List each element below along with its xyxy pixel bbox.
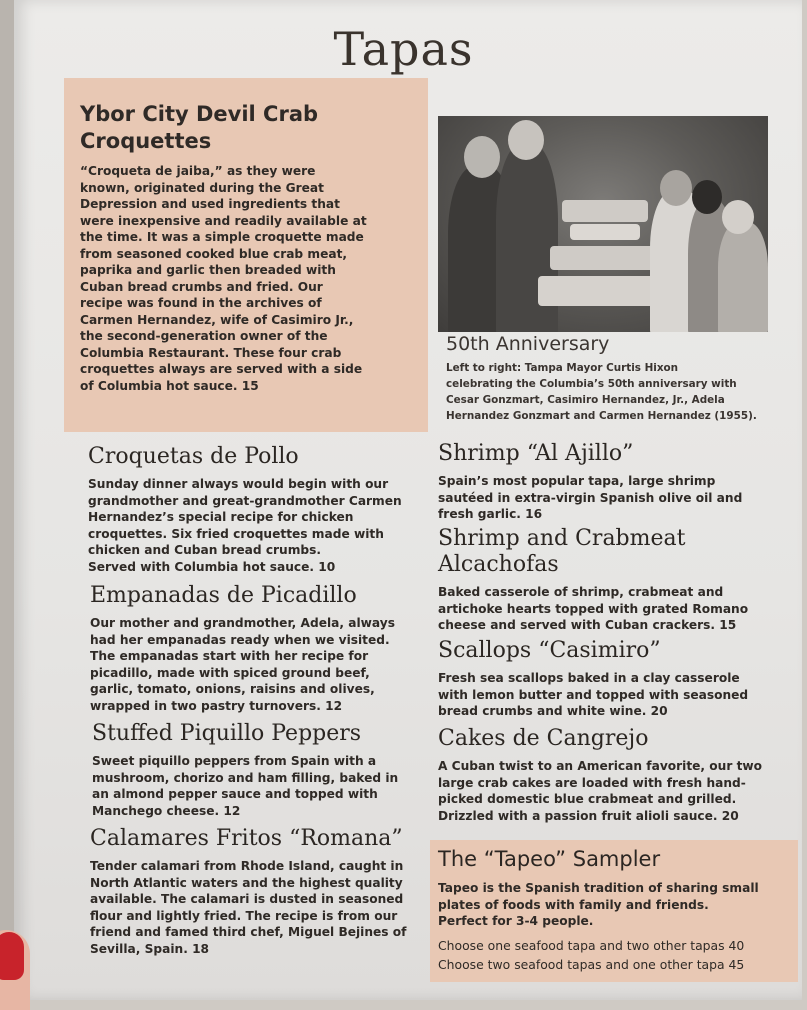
menu-item-title: Croquetas de Pollo <box>88 444 299 469</box>
menu-item-description: Baked casserole of shrimp, crabmeat and artichoke hearts topped with grated Romano cheese and served with Cuban crackers. 15 <box>438 585 749 633</box>
menu-item-title: Shrimp “Al Ajillo” <box>438 441 634 466</box>
menu-spine <box>0 0 14 1000</box>
feature-item <box>80 101 416 394</box>
menu-item <box>88 444 428 576</box>
page-title: Tapas <box>333 22 474 76</box>
cake-tier <box>562 200 648 222</box>
sampler-description: Tapeo is the Spanish tradition of sharing small plates of foods with family and friends. Perfect for 3-4 people. <box>438 881 759 929</box>
person-figure <box>464 136 500 178</box>
menu-item-description: Fresh sea scallops baked in a clay casserole with lemon butter and topped with seasoned bread crumbs and white wine. 20 <box>438 671 749 719</box>
menu-item-title: Stuffed Piquillo Peppers <box>92 721 362 746</box>
menu-item <box>438 526 783 634</box>
person-figure <box>718 222 768 332</box>
sampler-title: The “Tapeo” Sampler <box>438 847 661 871</box>
feature-title: Ybor City Devil Crab Croquettes <box>80 102 319 153</box>
sampler-option: Choose two seafood tapas and one other tapa 45 <box>438 956 745 972</box>
person-figure <box>692 180 722 214</box>
menu-item <box>90 826 430 958</box>
anniversary-photo <box>438 116 768 332</box>
menu-item <box>438 638 783 720</box>
cake-tier <box>550 246 662 270</box>
sampler-item <box>438 846 783 974</box>
sampler-option: Choose one seafood tapa and two other tapas 40 <box>438 937 745 953</box>
menu-item-description: Sweet piquillo peppers from Spain with a mushroom, chorizo and ham filling, baked in an almond pepper sauce and topped with Manchego cheese. 12 <box>92 754 399 818</box>
menu-item-title: Empanadas de Picadillo <box>90 583 357 608</box>
menu-item <box>438 726 783 824</box>
fingernail <box>0 932 24 980</box>
menu-item-title: Cakes de Cangrejo <box>438 726 649 751</box>
photo-title: 50th Anniversary <box>446 333 610 355</box>
photo-caption: Left to right: Tampa Mayor Curtis Hixon celebrating the Columbia’s 50th anniversary with Cesar Gonzmart, Casimiro Hernandez, Jr., Adela Hernandez Gonzmart and Carmen Hernandez (1955). <box>446 362 757 422</box>
menu-item <box>92 721 432 819</box>
person-figure <box>660 170 692 206</box>
menu-item-title: Scallops “Casimiro” <box>438 638 661 663</box>
menu-item-description: Spain’s most popular tapa, large shrimp sautéed in extra-virgin Spanish olive oil and fresh garlic. 16 <box>438 474 743 522</box>
menu-item-description: Tender calamari from Rhode Island, caught in North Atlantic waters and the highest quality available. The calamari is dusted in seasoned flour and lightly fried. The recipe is from our friend and famed third chef, Miguel Bejines of Sevilla, Spain. 18 <box>90 859 407 956</box>
menu-item-description: Sunday dinner always would begin with our grandmother and great-grandmother Carmen Hernandez’s special recipe for chicken croquettes. Six fried croquettes made with chicken and Cuban bread crumbs. Served with Columbia hot sauce. 10 <box>88 477 402 574</box>
menu-item <box>90 583 430 715</box>
menu-item <box>438 441 783 523</box>
feature-description: “Croqueta de jaiba,” as they were known, originated during the Great Depression and used ingredients that were inexpensive and readily available at the time. It was a simple croquette made from seasoned cooked blue crab meat, paprika and garlic then breaded with Cuban bread crumbs and fried. Our recipe was found in the archives of Carmen Hernandez, wife of Casimiro Jr., the second-generation owner of the Columbia Restaurant. These four crab croquettes always are served with a side of Columbia hot sauce. 15 <box>80 164 367 393</box>
menu-item-title: Shrimp and Crabmeat Alcachofas <box>438 526 686 577</box>
person-figure <box>508 120 544 160</box>
menu-item-description: A Cuban twist to an American favorite, our two large crab cakes are loaded with fresh hand- picked domestic blue crabmeat and grilled. Drizzled with a passion fruit alioli sauce. 20 <box>438 759 763 823</box>
cake-tier <box>570 224 640 240</box>
menu-item-description: Our mother and grandmother, Adela, always had her empanadas ready when we visited. The empanadas start with her recipe for picadillo, made with spiced ground beef, garlic, tomato, onions, raisins and olives, wrapped in two pastry turnovers. 12 <box>90 616 395 713</box>
person-figure <box>722 200 754 234</box>
menu-item-title: Calamares Fritos “Romana” <box>90 826 403 851</box>
